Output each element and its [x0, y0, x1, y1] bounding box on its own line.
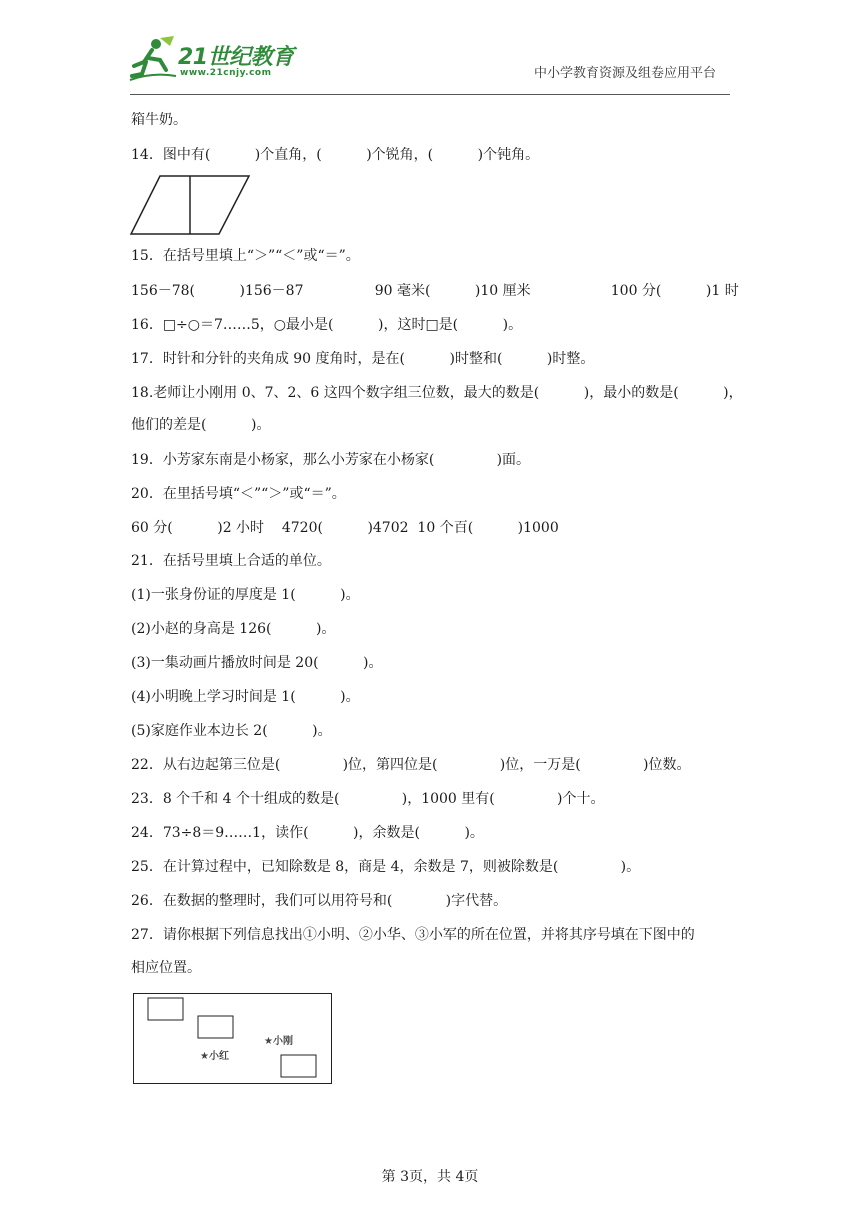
question-24: 24．73÷8＝9……1，读作( )，余数是( )。 — [131, 825, 484, 841]
platform-title: 中小学教育资源及组卷应用平台 — [533, 66, 716, 81]
question-21-4: (4)小明晚上学习时间是 1( )。 — [131, 689, 360, 705]
question-19: 19．小芳家东南是小杨家，那么小芳家在小杨家( )面。 — [131, 452, 531, 468]
question-25: 25．在计算过程中，已知除数是 8，商是 4，余数是 7，则被除数是( )。 — [131, 859, 641, 875]
logo-text: 21世纪教育 — [178, 45, 294, 70]
parallelogram-figure — [130, 174, 252, 236]
page-header — [130, 36, 730, 96]
question-14: 14．图中有( )个直角，( )个锐角，( )个钝角。 — [131, 147, 540, 163]
question-15: 15．在括号里填上“＞”“＜”或“＝”。 — [131, 248, 360, 264]
runner-logo-icon — [130, 36, 176, 80]
map-label-xiaohong: ★小红 — [200, 1051, 229, 1062]
map-box-3 — [281, 1055, 316, 1077]
map-box-1 — [148, 998, 183, 1020]
question-21: 21．在括号里填上合适的单位。 — [131, 553, 331, 569]
question-18-cont: 他们的差是( )。 — [131, 417, 271, 433]
question-21-3: (3)一集动画片播放时间是 20( )。 — [131, 655, 383, 671]
question-26: 26．在数据的整理时，我们可以用符号和( )字代替。 — [131, 893, 508, 909]
page-footer: 第 3页，共 4页 — [381, 1169, 479, 1185]
question-27: 27．请你根据下列信息找出①小明、②小华、③小军的所在位置，并将其序号填在下图中的 — [131, 927, 695, 943]
question-23: 23．8 个千和 4 个十组成的数是( )，1000 里有( )个十。 — [131, 791, 605, 807]
question-18: 18.老师让小刚用 0、7、2、6 这四个数字组三位数，最大的数是( )，最小的数是( )， — [131, 385, 743, 401]
logo-url: www.21cnjy.com — [180, 68, 272, 78]
question-21-5: (5)家庭作业本边长 2( )。 — [131, 723, 332, 739]
question-22: 22．从右边起第三位是( )位，第四位是( )位，一万是( )位数。 — [131, 757, 691, 773]
question-15-items: 156－78( )156－87 90 毫米( )10 厘米 100 分( )1 时 — [131, 283, 739, 299]
map-box-2 — [198, 1016, 233, 1038]
header-divider — [130, 94, 730, 95]
question-20: 20．在里括号填“＜”“＞”或“＝”。 — [131, 486, 346, 502]
question-21-2: (2)小赵的身高是 126( )。 — [131, 621, 336, 637]
text-line: 箱牛奶。 — [131, 112, 187, 128]
logo — [130, 36, 310, 86]
question-20-items: 60 分( )2 小时 4720( )4702 10 个百( )1000 — [131, 520, 559, 536]
question-21-1: (1)一张身份证的厚度是 1( )。 — [131, 587, 360, 603]
question-27-cont: 相应位置。 — [131, 960, 201, 976]
position-map — [133, 993, 333, 1085]
question-16: 16．□÷○＝7……5，○最小是( )，这时□是( )。 — [131, 317, 523, 333]
question-17: 17．时针和分针的夹角成 90 度角时，是在( )时整和( )时整。 — [131, 351, 595, 367]
map-label-xiaogang: ★小刚 — [264, 1036, 293, 1047]
